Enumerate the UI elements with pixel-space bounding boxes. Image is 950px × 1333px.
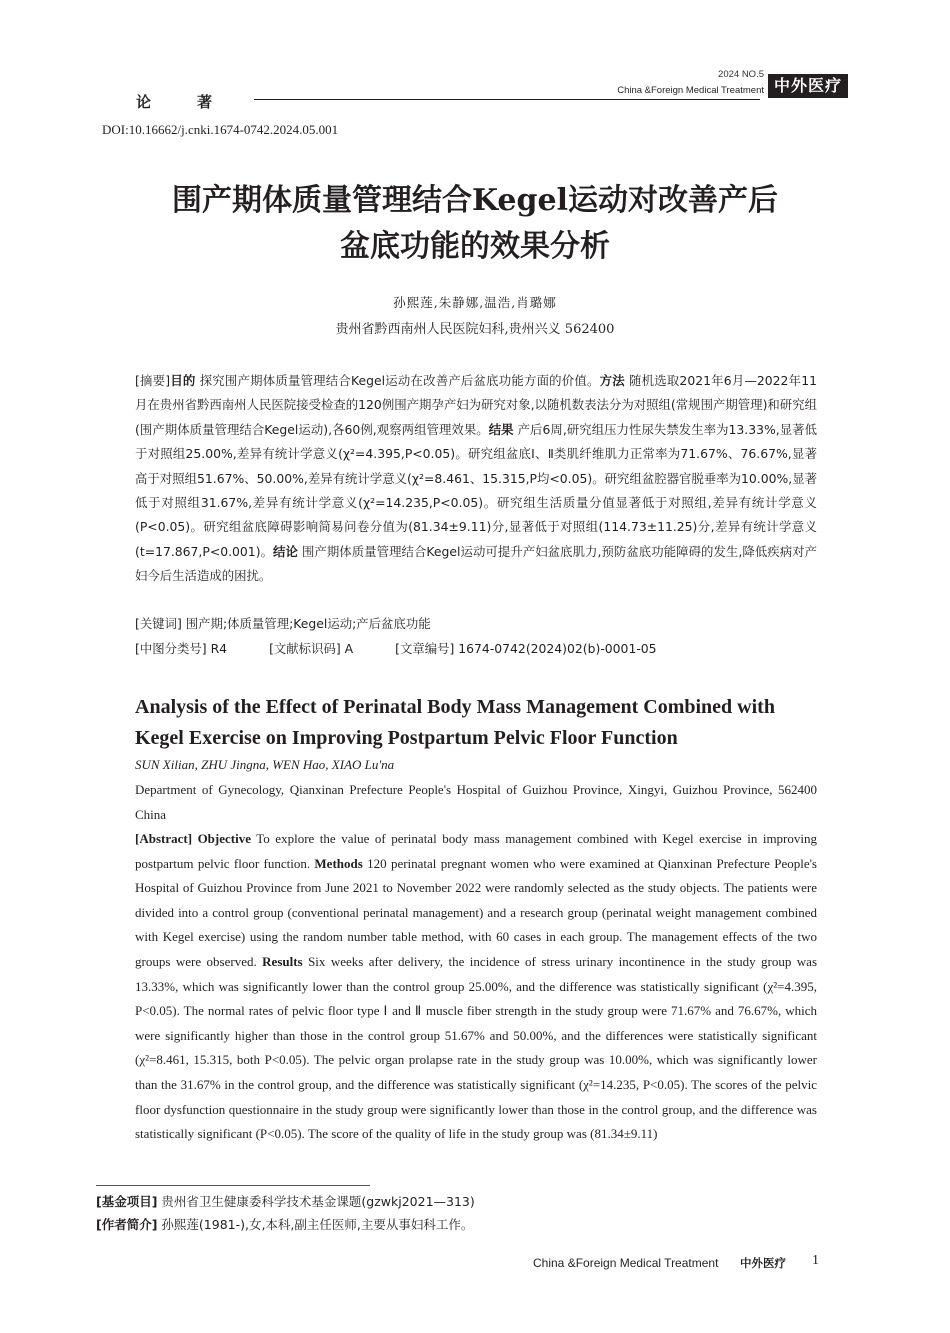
conclusion-text: 围产期体质量管理结合Kegel运动可提升产妇盆底肌力,预防盆底功能障碍的发生,降低疾病对产妇今后生活造成的困扰。	[135, 543, 818, 584]
objective-en-label: Objective	[197, 831, 251, 846]
results-text: 产后6周,研究组压力性尿失禁发生率为13.33%,显著低于对照组25.00%,差异有统计学意义(χ²=4.395,P<0.05)。研究组盆底Ⅰ、Ⅱ类肌纤维肌力正常率为71.67%、76.67%,显著高于对照组51.67%、50.00%,差异有统计学意义(χ²=8.461、15.315,P均<0.05)。研究组盆腔器官脱垂率为10.00%,显著低于对照组31.67%,差异有统计学意义(χ²=14.235,P<0.05)。研究组生活质量分值显著低于对照组,差异有统计学意义(P<0.05)。研究组盆底障碍影响简易问卷分值为(81.34±9.11)分,显著低于对照组(114.73±11.25)分,差异有统计学意义(t=17.867,P<0.001)。	[135, 421, 818, 559]
classification-line	[135, 637, 817, 661]
objective-text: 探究围产期体质量管理结合Kegel运动在改善产后盆底功能方面的价值。	[195, 373, 600, 388]
abstract-label: [摘要]	[135, 373, 171, 388]
clc-label: [中图分类号]	[135, 641, 207, 656]
fund-text: 贵州省卫生健康委科学技术基金课题(gzwkj2021—313)	[157, 1194, 475, 1209]
keywords-label: [关键词]	[135, 616, 182, 631]
methods-text: 随机选取2021年6月—2022年11月在贵州省黔西南州人民医院接受检查的120例围产期孕产妇为研究对象,以随机数表法分为对照组(常规围产期管理)和研究组(围产期体质量管理结合Kegel运动),各60例,观察两组管理效果。	[135, 373, 818, 437]
results-en-text: Six weeks after delivery, the incidence of stress urinary incontinence in the study group was 13.33%, which was significantly lower than the control group 25.00%, and the difference was statistically significant (χ²=4.395, P<0.05). The normal rates of pelvic floor type Ⅰ and Ⅱ muscle fiber strength in the study group were 71.67% and 76.67%, which were significantly higher than those in the control group 51.67% and 50.00%, and the differences were statistically significant (χ²=8.461, 15.315, both P<0.05). The pelvic organ prolapse rate in the study group was 10.00%, which was significantly lower than the 31.67% in the control group, and the difference was statistically significant (χ²=14.235, P<0.05). The scores of the pelvic floor dysfunction questionnaire in the study group were significantly lower than those in the control group, and the difference was statistically significant (P<0.05). The score of the quality of life in the study group was (81.34±9.11)	[135, 953, 817, 1142]
section-label: 论著	[136, 93, 259, 111]
affiliation-zh: 贵州省黔西南州人民医院妇科,贵州兴义 562400	[335, 322, 615, 337]
footnote-rule	[96, 1185, 370, 1186]
keywords-text: 围产期;体质量管理;Kegel运动;产后盆底功能	[181, 616, 431, 631]
title-zh-line-1: 围产期体质量管理结合Kegel运动对改善产后	[172, 183, 778, 218]
doc-code-label: [文献标识码]	[269, 641, 341, 656]
article-no-value: 1674-0742(2024)02(b)-0001-05	[454, 641, 657, 656]
bio-text: 孙熙莲(1981-),女,本科,副主任医师,主要从事妇科工作。	[157, 1217, 474, 1232]
results-en-label: Results	[262, 953, 303, 969]
results-label: 结果	[488, 421, 514, 437]
abstract-en-label: [Abstract]	[135, 831, 193, 846]
title-en-line-1: Analysis of the Effect of Perinatal Body Mass Management Combined with	[135, 696, 775, 718]
article-no-label: [文章编号]	[395, 641, 455, 656]
objective-en-text: To explore the value of perinatal body mass management combined with Kegel exercise in improving postpartum pelvic floor function.	[135, 831, 817, 871]
page-number: 1	[812, 1253, 819, 1268]
abstract-zh	[135, 369, 817, 589]
objective-label: 目的	[170, 373, 196, 388]
clc-value: R4	[206, 641, 228, 656]
journal-logo: 中外医疗	[768, 74, 848, 98]
title-en	[135, 692, 825, 754]
keywords-zh	[135, 612, 817, 636]
title-zh-line-2: 盆底功能的效果分析	[340, 229, 610, 264]
author-bio	[96, 1215, 473, 1233]
fund-note	[96, 1192, 475, 1210]
methods-label: 方法	[599, 373, 625, 388]
header-rule	[254, 99, 760, 100]
methods-en-text: 120 perinatal pregnant women who were examined at Qianxinan Prefecture People's Hospital of Guizhou Province from June 2021 to November 2022 were randomly selected as the study objects. The patients were divided into a control group (conventional perinatal management) and a research group (perinatal weight management combined with Kegel exercise) using the random number table method, with 60 cases in each group. The management effects of the two groups were observed.	[135, 855, 817, 969]
abstract-en	[135, 827, 817, 1147]
authors-en: SUN Xilian, ZHU Jingna, WEN Hao, XIAO Lu'na	[135, 757, 395, 772]
methods-en-label: Methods	[314, 855, 363, 871]
doc-code-value: A	[340, 641, 354, 656]
bio-label: [作者简介]	[96, 1217, 158, 1232]
journal-issue: 2024 NO.5	[718, 69, 764, 80]
title-en-line-2: Kegel Exercise on Improving Postpartum Pelvic Floor Function	[135, 727, 678, 749]
authors-zh: 孙熙莲,朱静娜,温浩,肖璐娜	[393, 295, 557, 310]
title-zh	[60, 178, 890, 270]
conclusion-label: 结论	[273, 543, 298, 559]
affiliation-en: Department of Gynecology, Qianxinan Prefecture People's Hospital of Guizhou Province, Xingyi, Guizhou Province, 562400 China	[135, 782, 817, 822]
footer-journal-en: China &Foreign Medical Treatment	[533, 1256, 719, 1270]
journal-name: China &Foreign Medical Treatment	[617, 85, 764, 96]
footer-journal-zh: 中外医疗	[740, 1256, 786, 1270]
fund-label: [基金项目]	[96, 1194, 158, 1209]
doi: DOI:10.16662/j.cnki.1674-0742.2024.05.001	[102, 122, 339, 137]
